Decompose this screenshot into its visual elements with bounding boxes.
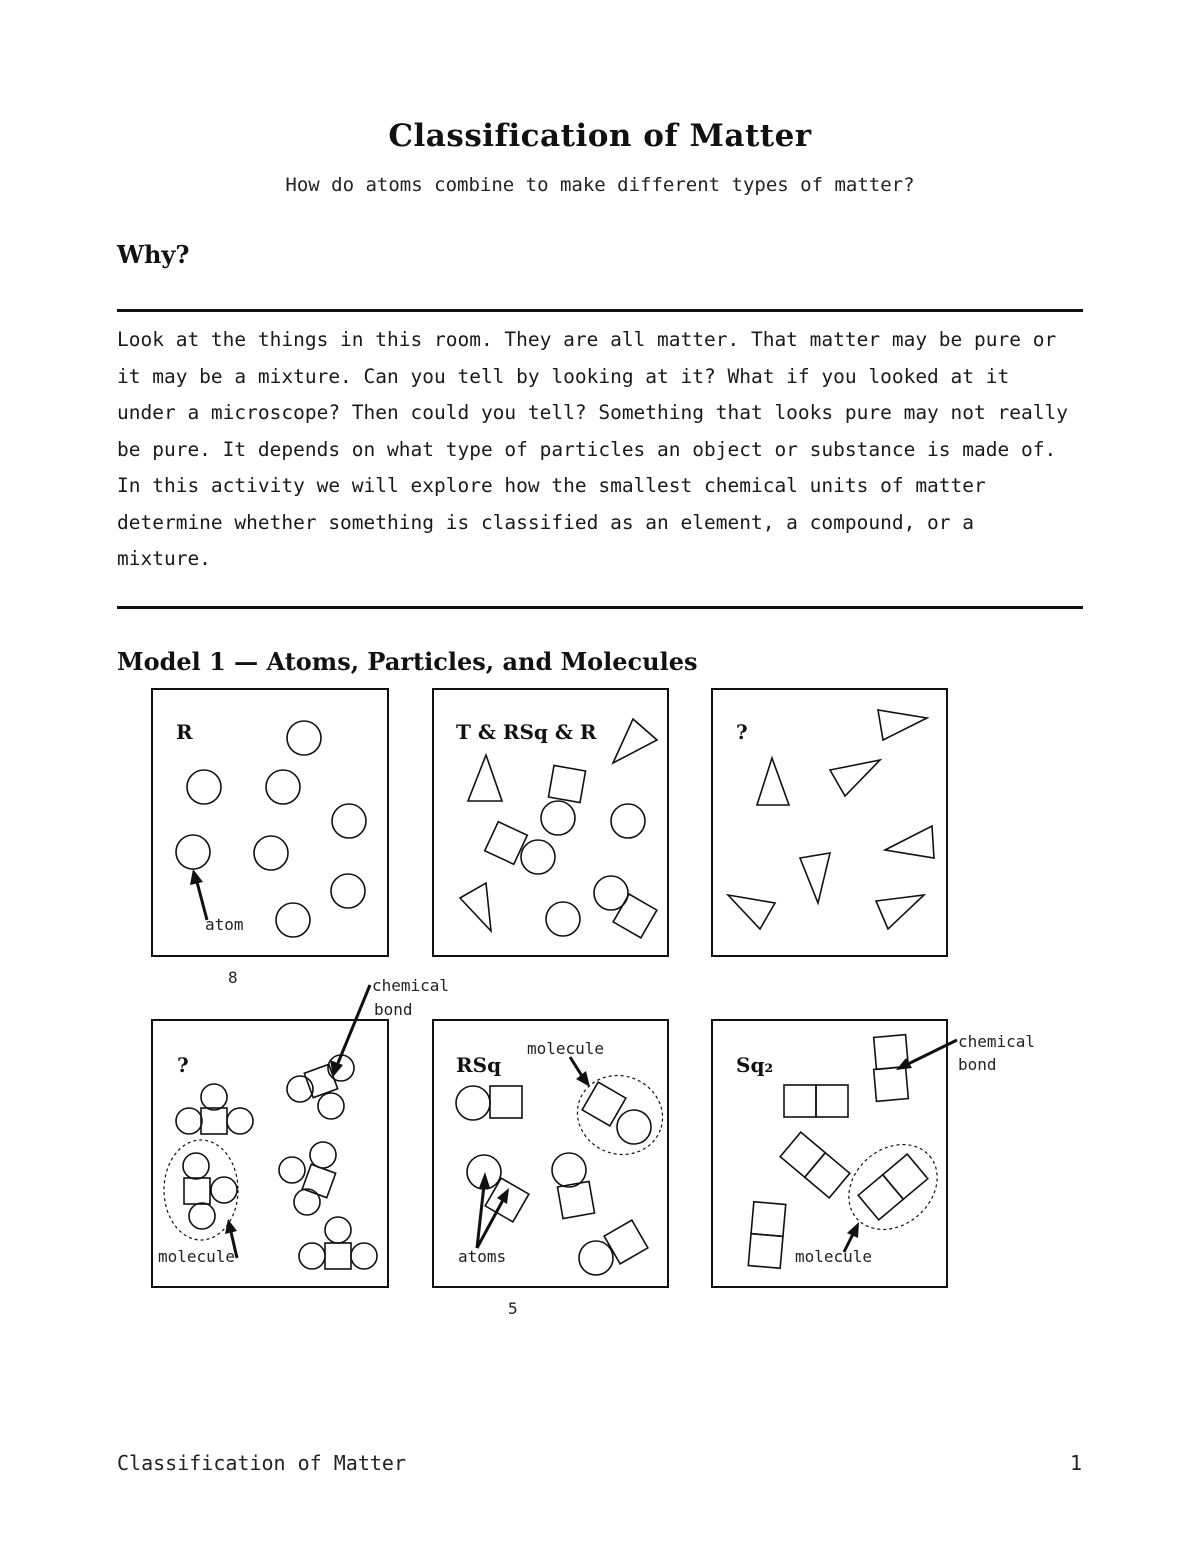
box-label: R <box>176 720 193 744</box>
atoms-label: atoms <box>458 1247 507 1266</box>
box-label: ? <box>736 720 748 744</box>
count-label: 8 <box>228 968 238 987</box>
why-line: mixture. <box>117 547 211 570</box>
box2-particles <box>460 719 657 938</box>
page-number: 1 <box>1070 1451 1083 1475</box>
why-line: Look at the things in this room. They are all matter. That matter may be pure or <box>117 328 1057 351</box>
molecule-arrow-icon <box>570 1057 590 1087</box>
box-label: T & RSq & R <box>456 720 597 744</box>
page-subtitle: How do atoms combine to make different types of matter? <box>285 174 915 196</box>
box-label: RSq <box>456 1053 502 1077</box>
box-label: ? <box>177 1053 189 1077</box>
box4-molecules <box>164 1055 377 1269</box>
box3-triangles <box>728 710 934 929</box>
why-line: determine whether something is classified as an element, a compound, or a <box>117 510 975 534</box>
molecule-label: molecule <box>795 1247 873 1266</box>
molecule-label: molecule <box>158 1247 236 1266</box>
chemical-bond-label: bond <box>958 1055 997 1074</box>
why-line: it may be a mixture. Can you tell by looking at it? What if you looked at it <box>117 364 1010 388</box>
page-title: Classification of Matter <box>388 118 812 154</box>
box1-atoms <box>176 721 366 937</box>
chemical-bond-label: chemical <box>372 976 450 995</box>
why-line: be pure. It depends on what type of particles an object or substance is made of. <box>117 437 1057 461</box>
count-label: 5 <box>508 1299 518 1318</box>
model-heading: Model 1 — Atoms, Particles, and Molecules <box>117 647 698 676</box>
chemical-bond-label: chemical <box>958 1032 1036 1051</box>
why-line: under a microscope? Then could you tell? Something that looks pure may not really <box>117 401 1068 424</box>
molecule-label: molecule <box>527 1039 605 1058</box>
why-line: In this activity we will explore how the smallest chemical units of matter <box>117 474 986 497</box>
box5-rsq-molecules <box>456 1064 674 1275</box>
chemical-bond-arrow-icon <box>896 1040 957 1070</box>
why-heading: Why? <box>117 240 190 269</box>
footer-title: Classification of Matter <box>117 1451 406 1475</box>
chemical-bond-arrow-icon <box>330 985 370 1077</box>
box-label: Sq₂ <box>736 1053 774 1077</box>
atom-label: atom <box>205 915 244 934</box>
chemical-bond-label: bond <box>374 1000 413 1019</box>
